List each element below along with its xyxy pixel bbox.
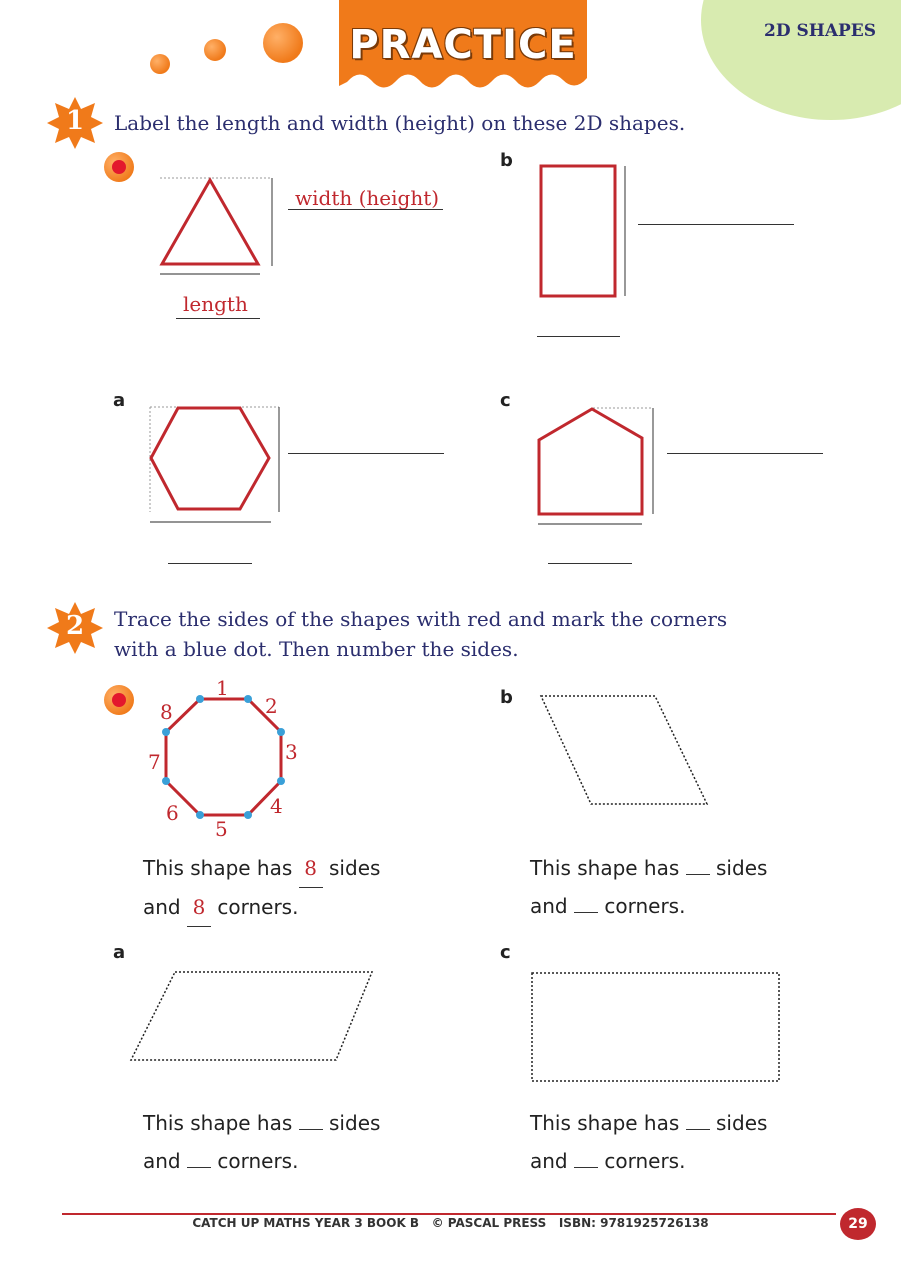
sentence-text: and <box>530 894 568 918</box>
q1-hexagon <box>145 402 285 527</box>
sentence-text: This shape has <box>143 856 293 880</box>
q2-rectangle <box>527 968 787 1088</box>
q2-b-sides-blank[interactable] <box>686 874 710 875</box>
page-number: 29 <box>840 1208 876 1240</box>
example-length-answer: length <box>183 292 248 316</box>
octagon-side-8: 8 <box>160 700 173 724</box>
sentence-text: corners. <box>217 1149 299 1173</box>
q1-part-a-label: a <box>113 390 126 411</box>
octagon-side-5: 5 <box>215 817 228 841</box>
sentence-text: sides <box>716 1111 768 1135</box>
sentence-text: sides <box>329 856 381 880</box>
example-width-answer: width (height) <box>295 186 440 210</box>
sentence-text: and <box>143 1149 181 1173</box>
footer-credits: CATCH UP MATHS YEAR 3 BOOK B © PASCAL PRESS ISBN: 9781925726138 <box>192 1216 709 1230</box>
decor-bubble-small <box>150 54 170 74</box>
sentence-text: corners. <box>604 894 686 918</box>
q1-pentagon <box>535 402 660 527</box>
example-corners-answer: 8 <box>187 888 211 927</box>
example-triangle <box>150 170 280 280</box>
octagon-side-3: 3 <box>285 740 298 764</box>
question-2-number: 2 <box>65 611 85 641</box>
q1-b-length-line[interactable] <box>537 336 620 337</box>
example-width-line <box>288 209 443 210</box>
sentence-text: sides <box>329 1111 381 1135</box>
decor-bubble-medium <box>204 39 226 61</box>
q2-c-sides-blank[interactable] <box>686 1129 710 1130</box>
question-2-prompt-line-2: with a blue dot. Then number the sides. <box>114 637 519 661</box>
q2-a-sides-blank[interactable] <box>299 1129 323 1130</box>
q2-a-sentence <box>143 1104 380 1180</box>
question-1-number: 1 <box>65 106 85 136</box>
sentence-text: and <box>143 895 181 919</box>
q2-part-c-label: c <box>500 942 511 963</box>
q1-a-length-line[interactable] <box>168 563 252 564</box>
q1-a-width-line[interactable] <box>288 453 444 454</box>
example-marker-2 <box>104 685 134 715</box>
octagon-side-7: 7 <box>148 750 161 774</box>
sentence-text: sides <box>716 856 768 880</box>
corner-decoration <box>701 0 901 120</box>
q2-rhombus <box>535 690 715 810</box>
question-1-prompt: Label the length and width (height) on these 2D shapes. <box>114 111 686 135</box>
sentence-text: corners. <box>604 1149 686 1173</box>
sentence-text: corners. <box>217 895 299 919</box>
octagon-side-2: 2 <box>265 694 278 718</box>
q2-b-sentence <box>530 849 767 925</box>
example-sides-answer: 8 <box>299 849 323 888</box>
q1-rectangle <box>535 160 635 305</box>
q1-b-width-line[interactable] <box>638 224 794 225</box>
q2-parallelogram <box>125 965 380 1065</box>
q2-part-b-label: b <box>500 687 513 708</box>
footer-divider <box>62 1213 836 1215</box>
sentence-text: and <box>530 1149 568 1173</box>
q2-b-corners-blank[interactable] <box>574 912 598 913</box>
sentence-text: This shape has <box>143 1111 293 1135</box>
octagon-side-1: 1 <box>216 676 229 700</box>
q1-c-width-line[interactable] <box>667 453 823 454</box>
q1-part-c-label: c <box>500 390 511 411</box>
topic-label: 2D SHAPES <box>764 21 877 41</box>
decor-bubble-large <box>263 23 303 63</box>
q2-a-corners-blank[interactable] <box>187 1167 211 1168</box>
example-length-line <box>176 318 260 319</box>
octagon-side-6: 6 <box>166 801 179 825</box>
q1-part-b-label: b <box>500 150 513 171</box>
q2-c-corners-blank[interactable] <box>574 1167 598 1168</box>
example-sentence <box>143 849 380 927</box>
sentence-text: This shape has <box>530 856 680 880</box>
q2-part-a-label: a <box>113 942 126 963</box>
question-2-prompt-line-1: Trace the sides of the shapes with red and mark the corners <box>114 607 728 631</box>
sentence-text: This shape has <box>530 1111 680 1135</box>
q1-c-length-line[interactable] <box>548 563 632 564</box>
octagon-side-4: 4 <box>270 794 283 818</box>
example-marker-1 <box>104 152 134 182</box>
page-title: PRACTICE <box>349 22 577 68</box>
q2-c-sentence <box>530 1104 767 1180</box>
